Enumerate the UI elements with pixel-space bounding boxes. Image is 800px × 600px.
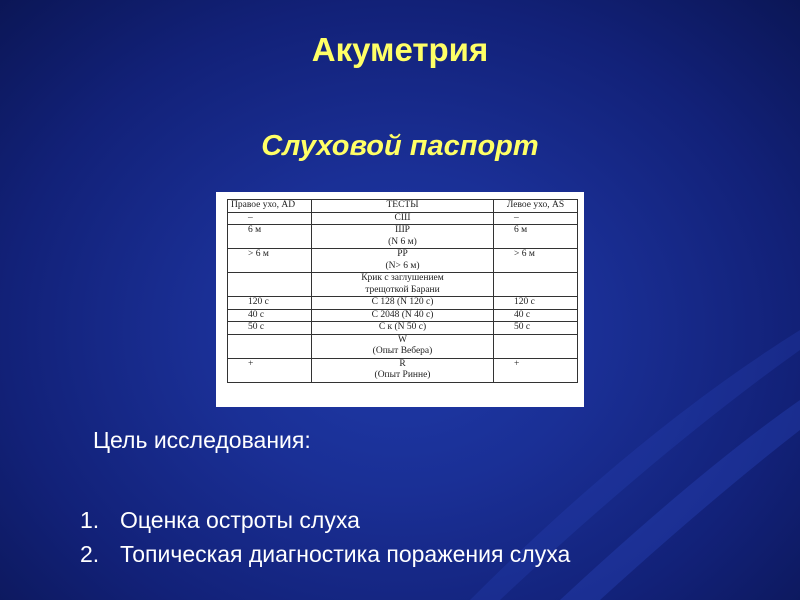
test-line: РР: [397, 249, 408, 259]
cell-left-ear: +: [494, 358, 578, 382]
test-line: С 128 (N 120 с): [371, 297, 434, 307]
list-item: [80, 537, 570, 571]
cell-right-ear: [228, 273, 312, 297]
test-line: С к (N 50 с): [378, 322, 427, 332]
cell-right-ear: 120 с: [228, 297, 312, 310]
cell-right-ear: [228, 334, 312, 358]
cell-left-ear: [494, 334, 578, 358]
test-line: (N> 6 м): [385, 260, 420, 271]
cell-left-ear: 120 с: [494, 297, 578, 310]
goal-heading: Цель исследования:: [93, 427, 311, 453]
hearing-passport-table-image: [216, 192, 584, 407]
cell-right-ear: +: [228, 358, 312, 382]
table-row: [228, 273, 578, 297]
test-line: СШ: [394, 212, 411, 223]
cell-test: [312, 297, 494, 310]
cell-left-ear: [494, 273, 578, 297]
list-item: [80, 503, 570, 537]
cell-test: [312, 358, 494, 382]
test-line: Крик с заглушением: [361, 273, 444, 283]
test-line: W: [398, 334, 407, 345]
table-body: [228, 212, 578, 382]
table-row: [228, 225, 578, 249]
cell-left-ear: 50 с: [494, 322, 578, 335]
cell-test: [312, 309, 494, 322]
table-row: [228, 249, 578, 273]
table-row: [228, 309, 578, 322]
cell-right-ear: > 6 м: [228, 249, 312, 273]
header-left-ear: Левое ухо, AS: [494, 200, 578, 213]
cell-test: [312, 225, 494, 249]
test-line: С 2048 (N 40 с): [371, 309, 434, 320]
slide-subtitle: Слуховой паспорт: [261, 130, 539, 162]
list-item-text: Оценка остроты слуха: [120, 507, 360, 533]
cell-right-ear: –: [228, 212, 312, 225]
table-header-row: [228, 200, 578, 213]
test-line: R: [399, 358, 406, 369]
list-item-number: 1.: [80, 507, 100, 533]
cell-test: [312, 334, 494, 358]
header-tests: ТЕСТЫ: [312, 200, 494, 213]
cell-test: [312, 322, 494, 335]
cell-right-ear: 40 с: [228, 309, 312, 322]
cell-right-ear: 50 с: [228, 322, 312, 335]
table-row: [228, 358, 578, 382]
cell-test: [312, 249, 494, 273]
test-line: ШР: [395, 225, 410, 235]
cell-left-ear: 40 с: [494, 309, 578, 322]
cell-right-ear: 6 м: [228, 225, 312, 249]
slide-title: Акуметрия: [311, 31, 489, 68]
test-line: (N 6 м): [388, 236, 417, 247]
goal-list: [80, 503, 570, 571]
test-line: (Опыт Вебера): [372, 346, 433, 356]
table-row: [228, 322, 578, 335]
list-item-text: Топическая диагностика поражения слуха: [120, 541, 571, 567]
cell-test: [312, 273, 494, 297]
table-row: [228, 297, 578, 310]
list-item-number: 2.: [80, 541, 100, 567]
test-line: трещоткой Барани: [365, 284, 440, 295]
table-row: [228, 212, 578, 225]
test-line: (Опыт Ринне): [374, 370, 431, 380]
cell-left-ear: –: [494, 212, 578, 225]
cell-left-ear: 6 м: [494, 225, 578, 249]
header-right-ear: Правое ухо, AD: [228, 200, 312, 213]
cell-left-ear: > 6 м: [494, 249, 578, 273]
hearing-passport-table: [227, 199, 578, 383]
table-row: [228, 334, 578, 358]
cell-test: [312, 212, 494, 225]
